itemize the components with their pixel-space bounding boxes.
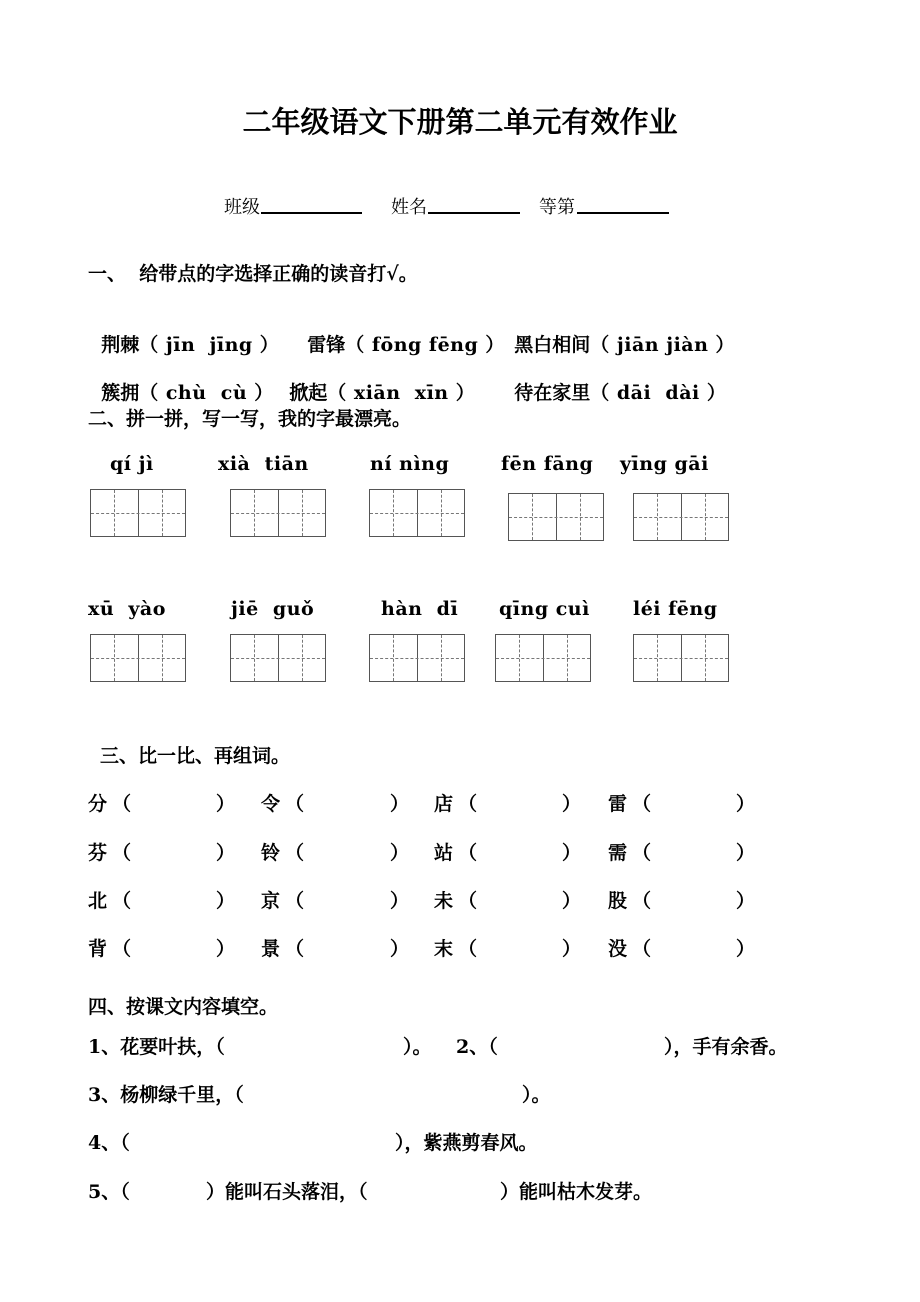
writing-grid[interactable] bbox=[508, 493, 604, 541]
compare-char: 站 bbox=[434, 842, 454, 864]
choice-word: 簇拥 bbox=[101, 382, 140, 404]
compare-char: 分 bbox=[88, 793, 108, 815]
open-paren: （ bbox=[458, 793, 478, 815]
grade-field[interactable] bbox=[577, 212, 669, 214]
close-paren: ） bbox=[390, 890, 410, 912]
fill-q5-middle: ）能叫石头落泪，（ bbox=[206, 1181, 368, 1203]
close-paren: ） bbox=[562, 938, 582, 960]
close-paren: ） bbox=[736, 938, 756, 960]
pinyin-choice-row-2b bbox=[276, 356, 475, 405]
open-paren: （ bbox=[285, 842, 305, 864]
pinyin-label: xià tiān bbox=[218, 453, 309, 475]
choice-options[interactable]: （ jīn jīng ） bbox=[139, 334, 280, 356]
fill-q4-end: ），紫燕剪春风。 bbox=[395, 1132, 538, 1154]
open-paren: （ bbox=[458, 842, 478, 864]
choice-options[interactable]: （ xiān xīn ） bbox=[327, 382, 476, 404]
choice-word: 荆棘 bbox=[101, 334, 140, 356]
section3-heading: 三、比一比、再组词。 bbox=[100, 745, 291, 767]
pinyin-label: qí jì bbox=[110, 453, 154, 475]
compare-char: 京 bbox=[261, 890, 281, 912]
writing-grid[interactable] bbox=[90, 634, 186, 682]
fill-q3-start: 3、杨柳绿千里，（ bbox=[88, 1084, 244, 1106]
pinyin-label: fēn fāng bbox=[501, 453, 594, 475]
compare-char: 没 bbox=[608, 938, 628, 960]
close-paren: ） bbox=[216, 793, 236, 815]
close-paren: ） bbox=[216, 842, 236, 864]
pinyin-choice-row-2 bbox=[88, 356, 274, 405]
compare-char: 股 bbox=[608, 890, 628, 912]
compare-char: 店 bbox=[434, 793, 454, 815]
choice-options[interactable]: （ jiān jiàn ） bbox=[590, 334, 736, 356]
open-paren: （ bbox=[112, 890, 132, 912]
close-paren: ） bbox=[390, 938, 410, 960]
compare-char: 需 bbox=[608, 842, 628, 864]
fill-q5-end: ）能叫枯木发芽。 bbox=[500, 1181, 653, 1203]
name-label: 姓名 bbox=[391, 197, 427, 218]
pinyin-label: ní nìng bbox=[370, 453, 450, 475]
compare-char: 芬 bbox=[88, 842, 108, 864]
close-paren: ） bbox=[736, 842, 756, 864]
open-paren: （ bbox=[285, 793, 305, 815]
open-paren: （ bbox=[458, 938, 478, 960]
pinyin-choice-row-2c bbox=[501, 356, 726, 405]
choice-word: 掀起 bbox=[289, 382, 328, 404]
compare-char: 北 bbox=[88, 890, 108, 912]
close-paren: ） bbox=[562, 842, 582, 864]
close-paren: ） bbox=[736, 793, 756, 815]
writing-grid[interactable] bbox=[633, 634, 729, 682]
fill-q4-start: 4、（ bbox=[88, 1132, 130, 1154]
compare-char: 令 bbox=[261, 793, 281, 815]
open-paren: （ bbox=[632, 842, 652, 864]
close-paren: ） bbox=[390, 842, 410, 864]
fill-q3-end: ）。 bbox=[522, 1084, 551, 1106]
fill-q5-start: 5、（ bbox=[88, 1181, 130, 1203]
pinyin-label: jiē guǒ bbox=[231, 598, 315, 620]
close-paren: ） bbox=[562, 793, 582, 815]
fill-q1-start: 1、花要叶扶，（ bbox=[88, 1036, 225, 1058]
grade-label: 等第 bbox=[539, 197, 575, 218]
pinyin-label: hàn dī bbox=[381, 598, 459, 620]
class-label: 班级 bbox=[224, 197, 260, 218]
writing-grid[interactable] bbox=[495, 634, 591, 682]
pinyin-label: yīng gāi bbox=[620, 453, 709, 475]
compare-char: 铃 bbox=[261, 842, 281, 864]
open-paren: （ bbox=[285, 938, 305, 960]
choice-options[interactable]: （ chù cù ） bbox=[139, 382, 274, 404]
fill-q1-end: ）。 bbox=[403, 1036, 432, 1058]
section1-heading: 一、 给带点的字选择正确的读音打√。 bbox=[88, 263, 418, 285]
section2-heading: 二、拼一拼，写一写，我的字最漂亮。 bbox=[88, 408, 412, 430]
choice-word: 雷锋 bbox=[307, 334, 346, 356]
compare-char: 背 bbox=[88, 938, 108, 960]
open-paren: （ bbox=[112, 842, 132, 864]
close-paren: ） bbox=[736, 890, 756, 912]
compare-char: 雷 bbox=[608, 793, 628, 815]
section4-heading: 四、按课文内容填空。 bbox=[88, 996, 279, 1018]
choice-word: 黑白相间 bbox=[514, 334, 591, 356]
close-paren: ） bbox=[562, 890, 582, 912]
compare-char: 末 bbox=[434, 938, 454, 960]
pinyin-choice-row-1b bbox=[294, 308, 505, 357]
pinyin-choice-row-1c bbox=[501, 308, 735, 357]
choice-options[interactable]: （ fōng fēng ） bbox=[345, 334, 505, 356]
open-paren: （ bbox=[285, 890, 305, 912]
writing-grid[interactable] bbox=[90, 489, 186, 537]
writing-grid[interactable] bbox=[230, 489, 326, 537]
open-paren: （ bbox=[632, 938, 652, 960]
pinyin-label: qīng cuì bbox=[499, 598, 590, 620]
pinyin-label: léi fēng bbox=[633, 598, 718, 620]
fill-q2-end: ），手有余香。 bbox=[664, 1036, 788, 1058]
writing-grid[interactable] bbox=[369, 634, 465, 682]
pinyin-label: xū yào bbox=[88, 598, 166, 620]
writing-grid[interactable] bbox=[369, 489, 465, 537]
fill-q2-start: 2、（ bbox=[456, 1036, 498, 1058]
open-paren: （ bbox=[458, 890, 478, 912]
page-title: 二年级语文下册第二单元有效作业 bbox=[242, 105, 678, 139]
compare-char: 未 bbox=[434, 890, 454, 912]
open-paren: （ bbox=[112, 793, 132, 815]
close-paren: ） bbox=[216, 938, 236, 960]
class-field[interactable] bbox=[261, 212, 362, 214]
pinyin-choice-row-1 bbox=[88, 308, 279, 357]
open-paren: （ bbox=[112, 938, 132, 960]
choice-word: 待在家里 bbox=[514, 382, 591, 404]
writing-grid[interactable] bbox=[633, 493, 729, 541]
close-paren: ） bbox=[390, 793, 410, 815]
writing-grid[interactable] bbox=[230, 634, 326, 682]
name-field[interactable] bbox=[428, 212, 520, 214]
close-paren: ） bbox=[216, 890, 236, 912]
open-paren: （ bbox=[632, 793, 652, 815]
compare-char: 景 bbox=[261, 938, 281, 960]
open-paren: （ bbox=[632, 890, 652, 912]
choice-options[interactable]: （ dāi dài ） bbox=[590, 382, 727, 404]
